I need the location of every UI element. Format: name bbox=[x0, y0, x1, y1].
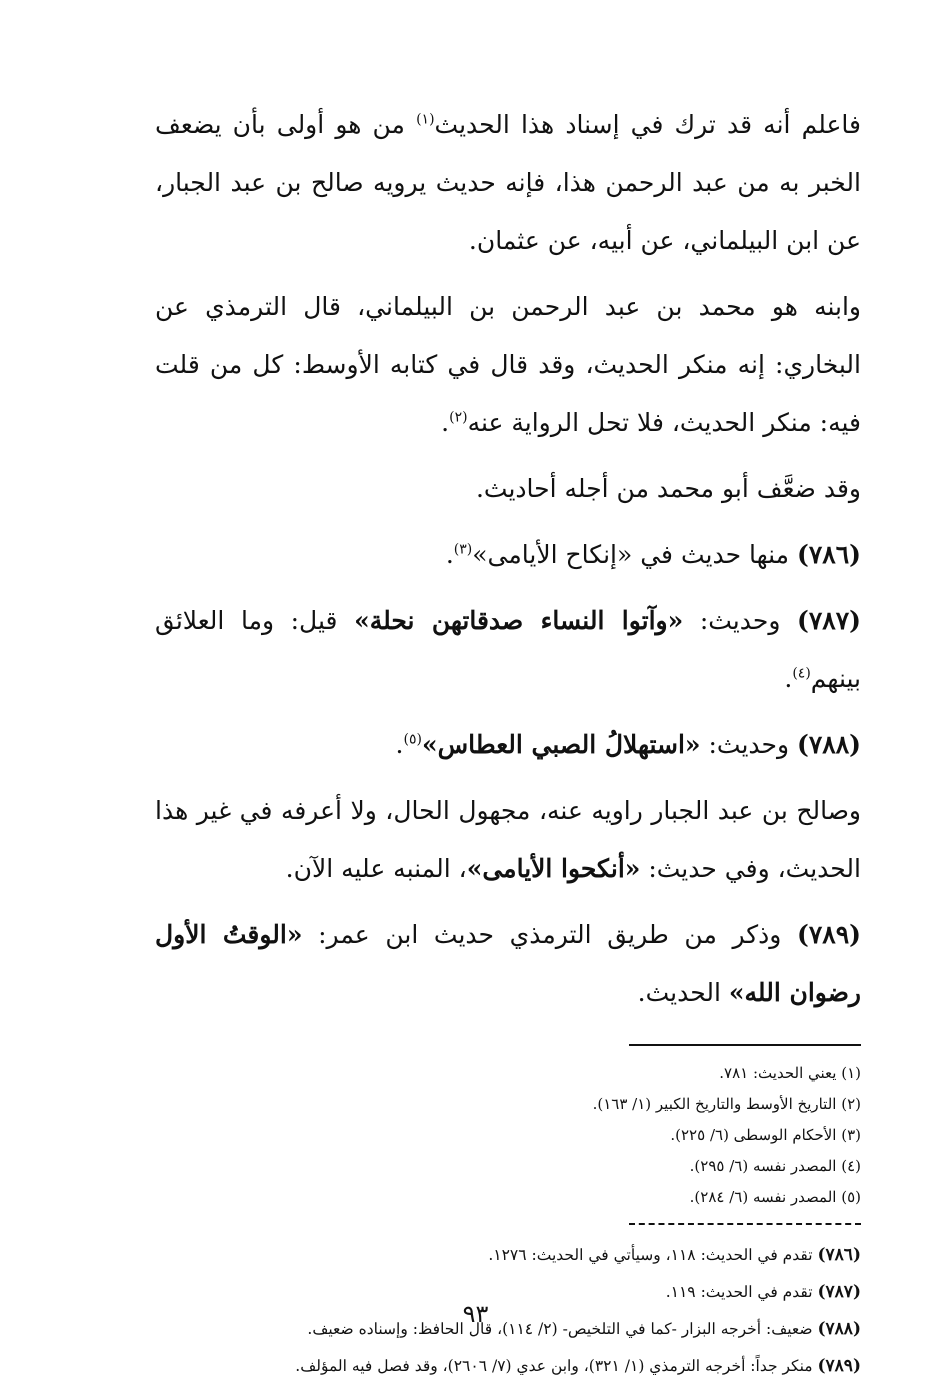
hadith-787: (٧٨٧) وحديث: «وآتوا النساء صدقاتهن نحلة» قيل: وما العلائق بينهم$^{(٤)}$. bbox=[155, 606, 861, 693]
paragraph-7: وصالح بن عبد الجبار راويه عنه، مجهول الحال، ولا أعرفه في غير هذا الحديث، وفي حديث: «أنكحوا الأيامى»، المنبه عليه الآن. bbox=[155, 796, 861, 883]
hadith-number: (٧٨٨) bbox=[797, 730, 861, 759]
footnote-marker[interactable]: (٤) bbox=[792, 665, 811, 682]
footnote-item: (٤) المصدر نفسه (٦/ ٢٩٥). bbox=[689, 1157, 861, 1175]
footnote-item: (٣) الأحكام الوسطى (٦/ ٢٢٥). bbox=[670, 1126, 861, 1144]
hadith-786: (٧٨٦) منها حديث في «إنكاح الأيامى»$^{(٣)}$. bbox=[445, 540, 861, 569]
footnote-item: (٥) المصدر نفسه (٦/ ٢٨٤). bbox=[689, 1188, 861, 1206]
takhrij-item: (٧٨٨) ضعيف: أخرجه البزار -كما في التلخيص- (٢/ ١١٤)، قال الحافظ: وإسناده ضعيف. bbox=[307, 1319, 861, 1339]
hadith-789: (٧٨٩) وذكر من طريق الترمذي حديث ابن عمر: «الوقتُ الأول رضوان الله» الحديث. bbox=[155, 920, 862, 1007]
takhrij-divider bbox=[629, 1223, 861, 1225]
paragraph-1: فاعلم أنه قد ترك في إسناد هذا الحديث$^{(١)}$ من هو أولى بأن يضعف الخبر به من عبد الرحمن هذا، فإنه حديث يرويه صالح بن عبد الجبار، عن ابن البيلماني، عن أبيه، عن عثمان. bbox=[155, 110, 861, 255]
footnote-marker[interactable]: (٥) bbox=[403, 731, 422, 748]
paragraph-3: وقد ضعَّف أبو محمد من أجله أحاديث. bbox=[475, 474, 861, 503]
hadith-788: (٧٨٨) وحديث: «استهلالُ الصبي العطاس»$^{(٥)}$. bbox=[395, 730, 861, 759]
quoted-hadith: «أنكحوا الأيامى» bbox=[466, 854, 641, 883]
quoted-hadith: «استهلالُ الصبي العطاس» bbox=[421, 730, 701, 759]
footnote-marker[interactable]: (٢) bbox=[449, 409, 468, 426]
paragraph-2: وابنه هو محمد بن عبد الرحمن بن البيلماني، قال الترمذي عن البخاري: إنه منكر الحديث، وقد قال في كتابه الأوسط: كل من قلت فيه: منكر الحديث، فلا تحل الرواية عنه$^{(٢)}$. bbox=[155, 292, 861, 437]
quoted-hadith: «الوقتُ الأول رضوان الله» bbox=[155, 920, 861, 1007]
hadith-number: (٧٨٦) bbox=[797, 540, 861, 569]
footnote-item: (٢) التاريخ الأوسط والتاريخ الكبير (١/ ١٦٣). bbox=[592, 1095, 861, 1113]
page-number: ٩٣ bbox=[462, 1300, 489, 1328]
footnotes bbox=[155, 1058, 861, 1213]
main-text bbox=[155, 96, 861, 1022]
footnote-item: (١) يعني الحديث: ٧٨١. bbox=[719, 1064, 861, 1082]
quoted-hadith: «وآتوا النساء صدقاتهن نحلة» bbox=[354, 606, 684, 635]
footnote-marker[interactable]: (١) bbox=[416, 111, 435, 128]
hadith-number: (٧٨٩) bbox=[797, 920, 862, 949]
takhrij-item: (٧٨٩) منكر جداً: أخرجه الترمذي (١/ ٣٢١)، وابن عدي (٧/ ٢٦٠٦)، وقد فصل فيه المؤلف. bbox=[295, 1356, 861, 1376]
footnote-marker[interactable]: (٣) bbox=[453, 541, 473, 558]
takhrij-item: (٧٨٧) تقدم في الحديث: ١١٩. bbox=[665, 1282, 861, 1302]
hadith-number: (٧٨٧) bbox=[797, 606, 861, 635]
takhrij-item: (٧٨٦) تقدم في الحديث: ١١٨، وسيأتي في الحديث: ١٢٧٦. bbox=[488, 1245, 861, 1265]
footnote-divider bbox=[629, 1044, 861, 1046]
